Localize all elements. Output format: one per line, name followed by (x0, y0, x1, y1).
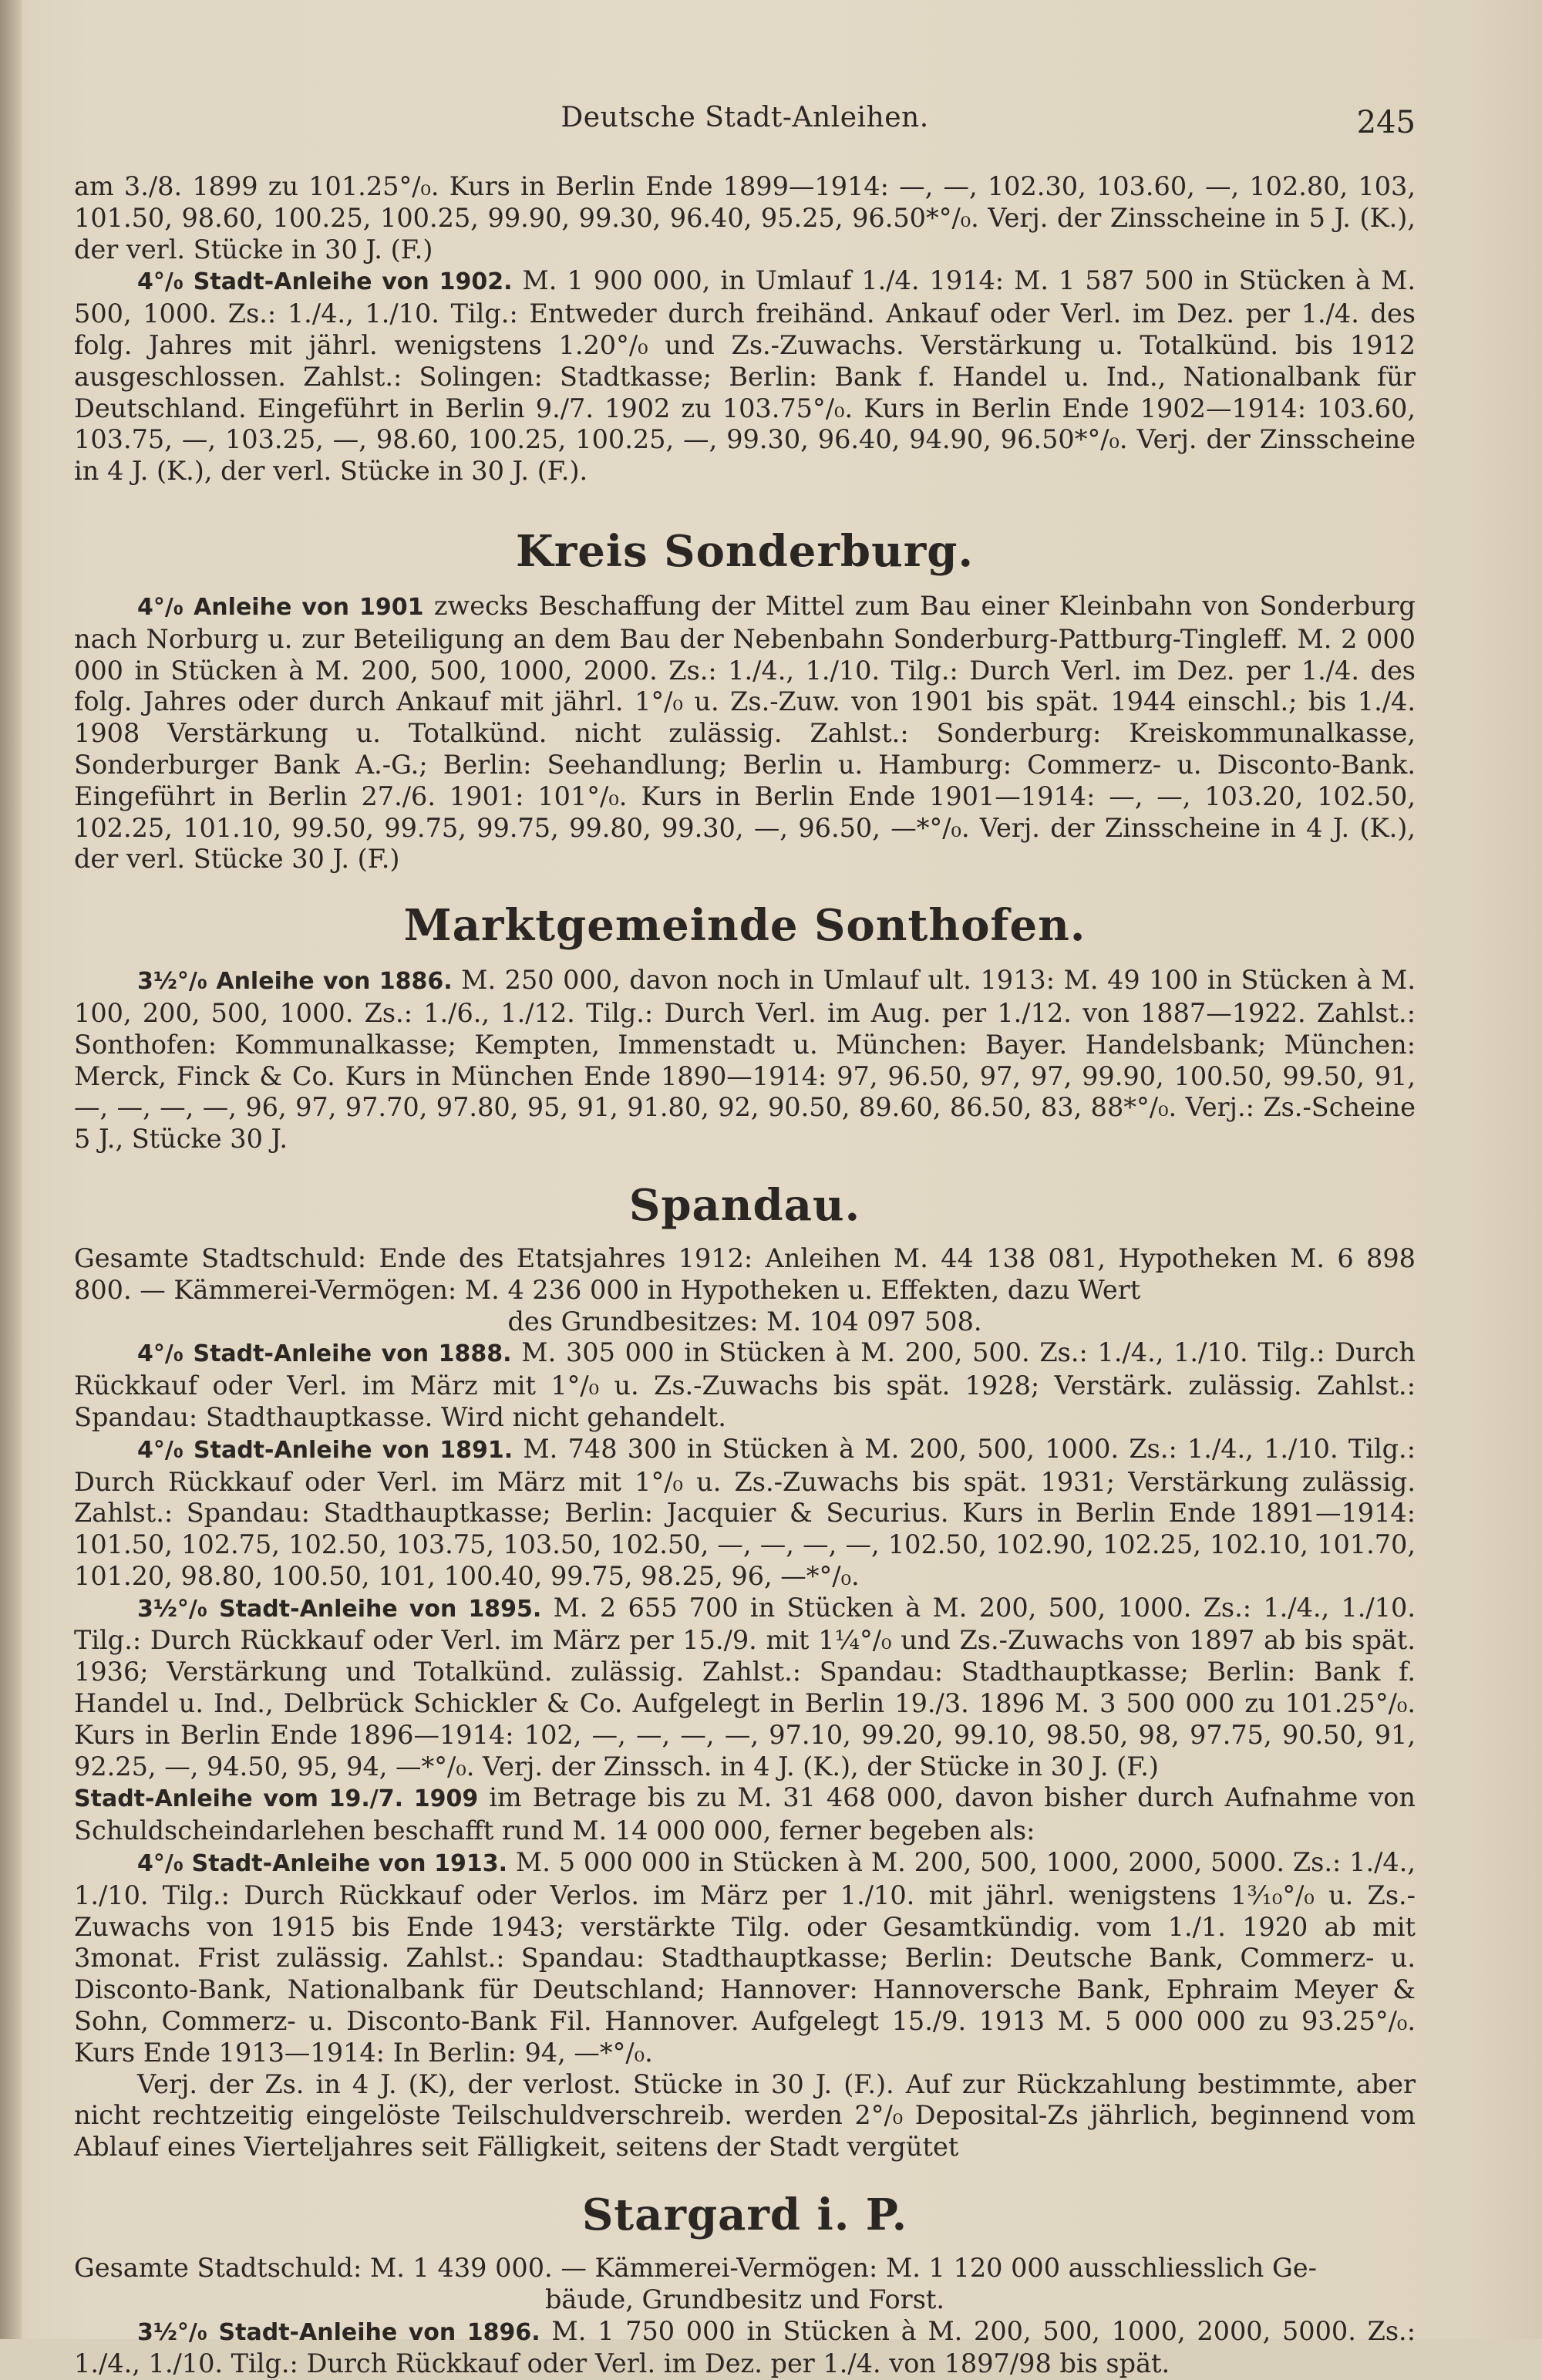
spandau-note: Verj. der Zs. in 4 J. (K), der verlost. Stücke in 30 J. (F.). Auf zur Rückzahlung bestimmte, aber nicht rechtzeitig eingelöste Teilschuldverschreib. werden 2°/₀ Deposital-Zs jährlich, beginnend vom Ablauf eines Vierteljahres seit Fälligkeit, seitens der Stadt vergütet (74, 2068, 1416, 2163)
heading-kreis-sonderburg: Kreis Sonderburg. (516, 525, 974, 577)
spandau-debt-line-2: des Grundbesitzes: M. 104 097 508. (507, 1306, 982, 1337)
sonthofen-loan-entry (74, 965, 1416, 1155)
spandau-loan-1913-text: M. 5 000 000 in Stücken à M. 200, 500, 1000, 2000, 5000. Zs.: 1./4., 1./10. Tilg.: Durch Rückkauf oder Verlos. im März per 1./10. mit jährl. wenigstens 1³⁄₁₀°/₀ u. Zs.-Zuwachs von 1915 bis Ende 1943; verstärkte Tilg. oder Gesamtkündig. vom 1./1. 1920 ab mit 3monat. Frist zulässig. Zahlst.: Spandau: Stadthauptkasse; Berlin: Deutsche Bank, Commerz- u. Disconto-Bank, Nationalbank für Deutschland; Hannover: Hannoversche Bank, Ephraim Meyer & Sohn, Commerz- u. Disconto-Bank Fil. Hannover. Aufgelegt 15./9. 1913 M. 5 000 000 zu 93.25°/₀. Kurs Ende 1913—1914: In Berlin: 94, —*°/₀. (74, 1847, 1416, 2068)
stargard-debt-line: Gesamte Stadtschuld: M. 1 439 000. — Kämmerei-Vermögen: M. 1 120 000 ausschliesslich Ge- (74, 2253, 1317, 2284)
spandau-loan-1895-title: 3½°/₀ Stadt-Anleihe von 1895. (137, 1595, 542, 1623)
heading-stargard: Stargard i. P. (581, 2190, 908, 2241)
stargard-loan-1896-title: 3½°/₀ Stadt-Anleihe von 1896. (137, 2318, 540, 2346)
spandau-loan-1888-text: M. 305 000 in Stücken à M. 200, 500. Zs.: 1./4., 1./10. Tilg.: Durch Rückkauf oder Verl. im März mit 1°/₀ u. Zs.-Zuwachs bis spät. 1928; Verstärk. zulässig. Zahlst.: Spandau: Stadthauptkasse. Wird nicht gehandelt. (74, 1337, 1416, 1432)
stargard-loan-1896-entry (74, 2316, 1416, 2380)
heading-sonthofen: Marktgemeinde Sonthofen. (403, 900, 1086, 952)
continuation-paragraph: am 3./8. 1899 zu 101.25°/₀. Kurs in Berlin Ende 1899—1914: —, —, 102.30, 103.60, —, 102.80, 103, 101.50, 98.60, 100.25, 100.25, 99.90, 99.30, 96.40, 95.25, 96.50*°/₀. Verj. der Zinsscheine in 5 J. (K.), der verl. Stücke in 30 J. (F.) (74, 171, 1416, 265)
loan-1902-title: 4°/₀ Stadt-Anleihe von 1902. (137, 268, 513, 296)
heading-spandau: Spandau. (628, 1179, 861, 1231)
page-header (74, 102, 1416, 140)
sonderburg-loan-text: zwecks Beschaffung der Mittel zum Bau einer Kleinbahn von Sonderburg nach Norburg u. zur Beteiligung an dem Bau der Nebenbahn Sonderburg-Pattburg-Tingleff. M. 2 000 000 in Stücken à M. 200, 500, 1000, 2000. Zs.: 1./4., 1./10. Tilg.: Durch Verl. im Dez. per 1./4. des folg. Jahres oder durch Ankauf mit jährl. 1°/₀ u. Zs.-Zuw. von 1901 bis spät. 1944 einschl.; bis 1./4. 1908 Verstärkung u. Totalkünd. nicht zulässig. Zahlst.: Sonderburg: Kreiskommunalkasse, Sonderburger Bank A.-G.; Berlin: Seehandlung; Berlin u. Hamburg: Commerz- u. Disconto-Bank. Eingeführt in Berlin 27./6. 1901: 101°/₀. Kurs in Berlin Ende 1901—1914: —, —, 103.20, 102.50, 102.25, 101.10, 99.50, 99.75, 99.75, 99.80, 99.30, —, 96.50, —*°/₀. Verj. der Zinsscheine in 4 J. (K.), der verl. Stücke 30 J. (F.) (74, 590, 1416, 875)
page-body (74, 171, 1416, 2380)
loan-1902-entry (74, 265, 1416, 487)
sonderburg-loan-title: 4°/₀ Anleihe von 1901 (137, 593, 424, 621)
spandau-loan-1888-entry (74, 1337, 1416, 1433)
page-number: 245 (1356, 105, 1416, 140)
spandau-loan-1891-text: M. 748 300 in Stücken à M. 200, 500, 1000. Zs.: 1./4., 1./10. Tilg.: Durch Rückkauf oder Verl. im März mit 1°/₀ u. Zs.-Zuwachs bis spät. 1931; Verstärkung zulässig. Zahlst.: Spandau: Stadthauptkasse; Berlin: Jacquier & Securius. Kurs in Berlin Ende 1891—1914: 101.50, 102.75, 102.50, 103.75, 103.50, 102.50, —, —, —, —, 102.50, 102.90, 102.25, 102.10, 101.70, 101.20, 98.80, 100.50, 101, 100.40, 99.75, 98.25, 96, —*°/₀. (74, 1433, 1416, 1591)
spandau-loan-1891-entry (74, 1434, 1416, 1593)
stargard-debt-line-2: bäude, Grundbesitz und Forst. (544, 2284, 944, 2314)
spandau-loan-1891-title: 4°/₀ Stadt-Anleihe von 1891. (137, 1436, 513, 1464)
sonthofen-loan-title: 3½°/₀ Anleihe von 1886. (137, 968, 453, 996)
running-title: Deutsche Stadt-Anleihen. (561, 102, 929, 133)
sonthofen-loan-text: M. 250 000, davon noch in Umlauf ult. 1913: M. 49 100 in Stücken à M. 100, 200, 500, 1000. Zs.: 1./6., 1./12. Tilg.: Durch Verl. im Aug. per 1./12. von 1887—1922. Zahlst.: Sonthofen: Kommunalkasse; Kempten, Immenstadt u. München: Bayer. Handelsbank; München: Merck, Finck & Co. Kurs in München Ende 1890—1914: 97, 96.50, 97, 97, 99.90, 100.50, 99.50, 91, —, —, —, —, 96, 97, 97.70, 97.80, 95, 91, 91.80, 92, 90.50, 89.60, 86.50, 83, 88*°/₀. Verj.: Zs.-Scheine 5 J., Stücke 30 J. (74, 965, 1416, 1155)
spandau-loan-1888-title: 4°/₀ Stadt-Anleihe von 1888. (137, 1340, 512, 1368)
spandau-loan-1913-entry (74, 1847, 1416, 2069)
spandau-loan-1909-text: im Betrage bis zu M. 31 468 000, davon bisher durch Aufnahme von Schuldscheindarlehen beschafft rund M. 14 000 000, ferner begeben als: (74, 1782, 1416, 1846)
spandau-loan-1913-title: 4°/₀ Stadt-Anleihe von 1913. (137, 1850, 508, 1878)
spandau-loan-1909-entry (74, 1782, 1416, 1847)
loan-1902-text: M. 1 900 000, in Umlauf 1./4. 1914: M. 1 587 500 in Stücken à M. 500, 1000. Zs.: 1./4., 1./10. Tilg.: Entweder durch freihänd. Ankauf oder Verl. im Dez. per 1./4. des folg. Jahres mit jährl. wenigstens 1.20°/₀ und Zs.-Zuwachs. Verstärkung u. Totalkünd. bis 1912 ausgeschlossen. Zahlst.: Solingen: Stadtkasse; Berlin: Bank f. Handel u. Ind., Nationalbank für Deutschland. Eingeführt in Berlin 9./7. 1902 zu 103.75°/₀. Kurs in Berlin Ende 1902—1914: 103.60, 103.75, —, 103.25, —, 98.60, 100.25, 100.25, —, 99.30, 96.40, 94.90, 96.50*°/₀. Verj. der Zinsscheine in 4 J. (K.), der verl. Stücke in 30 J. (F.). (74, 265, 1416, 487)
spandau-loan-1895-entry (74, 1593, 1416, 1783)
spandau-loan-1909-title: Stadt-Anleihe vom 19./7. 1909 (74, 1785, 479, 1813)
spandau-debt-line: Gesamte Stadtschuld: Ende des Etatsjahres 1912: Anleihen M. 44 138 081, Hypotheken M. 6 898 800. — Kämmerei-Vermögen: M. 4 236 000 in Hypotheken u. Effekten, dazu Wert (74, 1242, 1416, 1305)
page-spine-shadow (0, 0, 22, 2339)
spandau-loan-1895-text: M. 2 655 700 in Stücken à M. 200, 500, 1000. Zs.: 1./4., 1./10. Tilg.: Durch Rückkauf oder Verl. im März per 15./9. mit 1¼°/₀ und Zs.-Zuwachs von 1897 ab bis spät. 1936; Verstärkung und Totalkünd. zulässig. Zahlst.: Spandau: Stadthauptkasse; Berlin: Bank f. Handel u. Ind., Delbrück Schickler & Co. Aufgelegt in Berlin 19./3. 1896 M. 3 500 000 zu 101.25°/₀. Kurs in Berlin Ende 1896—1914: 102, —, —, —, —, 97.10, 99.20, 99.10, 98.50, 98, 97.75, 90.50, 91, 92.25, —, 94.50, 95, 94, —*°/₀. Verj. der Zinssch. in 4 J. (K.), der Stücke in 30 J. (F.) (74, 1592, 1416, 1782)
sonderburg-loan-entry (74, 591, 1416, 875)
stargard-loan-1896-text: M. 1 750 000 in Stücken à M. 200, 500, 1000, 2000, 5000. Zs.: 1./4., 1./10. Tilg.: Durch Rückkauf oder Verl. im Dez. per 1./4. von 1897/98 bis spät. (74, 2315, 1416, 2379)
